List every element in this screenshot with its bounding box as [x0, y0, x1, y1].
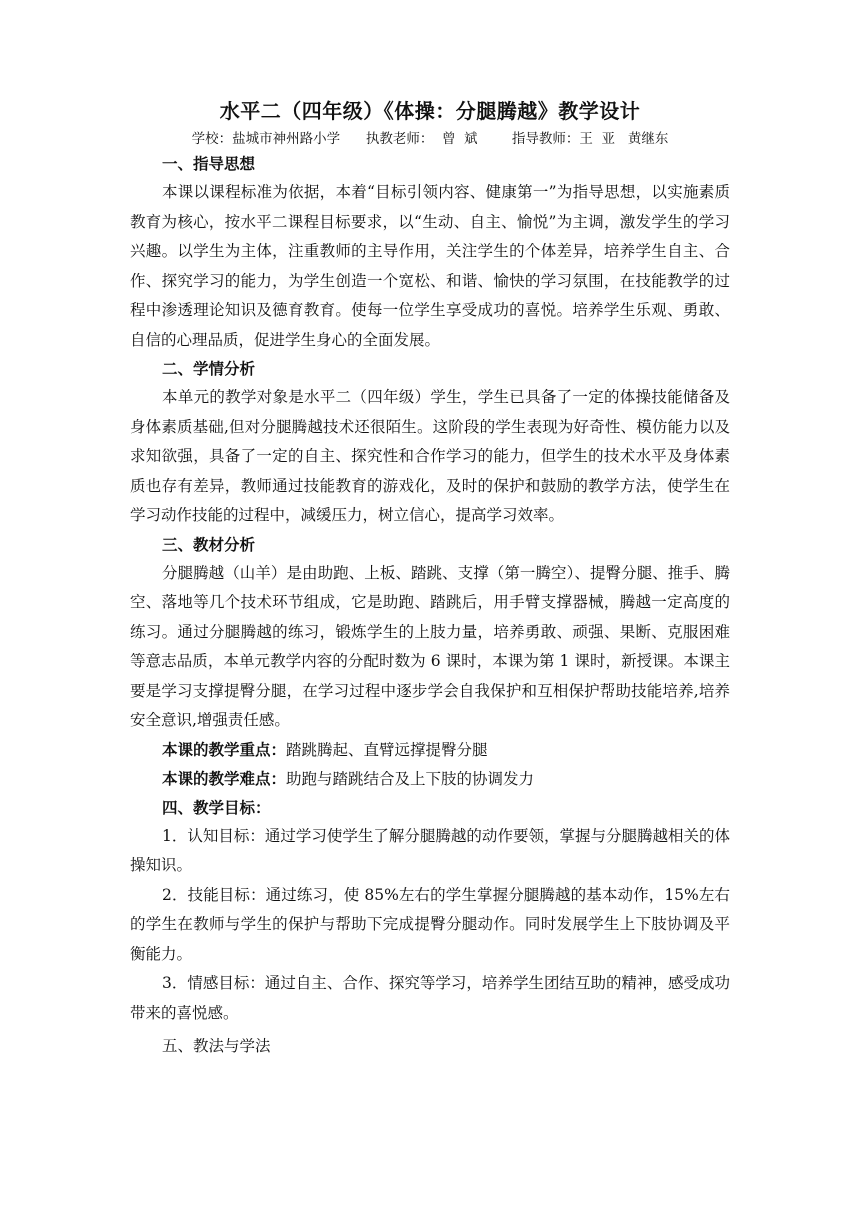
- section-body-material-analysis: 分腿腾越（山羊）是由助跑、上板、踏跳、支撑（第一腾空）、提臀分腿、推手、腾空、落地等几个技术环节组成，它是助跑、踏跳后，用手臂支撑器械，腾越一定高度的练习。通过分腿腾越的练习，锻炼学生的上肢力量，培养勇敢、顽强、果断、克服困难等意志品质，本单元教学内容的分配时数为 6 课时，本课为第 1 课时，新授课。本课主要是学习支撑提臀分腿，在学习过程中逐步学会自我保护和互相保护帮助技能培养,培养安全意识,增强责任感。: [130, 563, 730, 729]
- section-heading-objectives: 四、教学目标：: [162, 798, 271, 817]
- objective-affective: 3．情感目标：通过自主、合作、探究等学习，培养学生团结互助的精神，感受成功带来的喜悦感。: [130, 974, 730, 1022]
- key-point-line: [130, 736, 730, 765]
- document-title: 水平二（四年级）《体操：分腿腾越》教学设计: [219, 99, 641, 123]
- key-point-label: 本课的教学重点：: [162, 740, 287, 759]
- section-heading-methods: 五、教法与学法: [162, 1037, 271, 1055]
- section-body-guiding-ideology: 本课以课程标准为依据，本着“目标引领内容、健康第一”为指导思想，以实施素质教育为核心，按水平二课程目标要求，以“生动、自主、愉悦”为主调，激发学生的学习兴趣。以学生为主体，注重教师的主导作用，关注学生的个体差异，培养学生自主、合作、探究学习的能力，为学生创造一个宽松、和谐、愉快的学习氛围，在技能教学的过程中渗透理论知识及德育教育。使每一位学生享受成功的喜悦。培养学生乐观、勇敢、自信的心理品质，促进学生身心的全面发展。: [130, 183, 730, 349]
- document-page: [130, 96, 730, 1060]
- section-body-learner-analysis: 本单元的教学对象是水平二（四年级）学生，学生已具备了一定的体操技能储备及身体素质基础,但对分腿腾越技术还很陌生。这阶段的学生表现为好奇性、模仿能力以及求知欲强，具备了一定的自主、探究性和合作学习的能力，但学生的技术水平及身体素质也存有差异，教师通过技能教育的游戏化，及时的保护和鼓励的教学方法，使学生在学习动作技能的过程中，减缓压力，树立信心，提高学习效率。: [130, 388, 730, 524]
- difficult-point-line: [130, 765, 730, 794]
- difficult-point-label: 本课的教学难点：: [162, 769, 287, 788]
- difficult-point-text: 助跑与踏跳结合及上下肢的协调发力: [286, 769, 535, 788]
- objective-skill: 2．技能目标：通过练习，使 85%左右的学生掌握分腿腾越的基本动作，15%左右的学生在教师与学生的保护与帮助下完成提臀分腿动作。同时发展学生上下肢协调及平衡能力。: [130, 885, 730, 963]
- byline: 学校：盐城市神州路小学 执教老师： 曾 斌 指导教师：王 亚 黄继东: [191, 131, 669, 147]
- section-heading-material-analysis: 三、教材分析: [162, 535, 256, 554]
- section-heading-learner-analysis: 二、学情分析: [162, 360, 256, 378]
- objective-cognitive: 1．认知目标：通过学习使学生了解分腿腾越的动作要领，掌握与分腿腾越相关的体操知识。: [130, 826, 730, 874]
- key-point-text: 踏跳腾起、直臂远撑提臀分腿: [286, 740, 488, 759]
- section-heading-guiding-ideology: 一、指导思想: [162, 155, 256, 173]
